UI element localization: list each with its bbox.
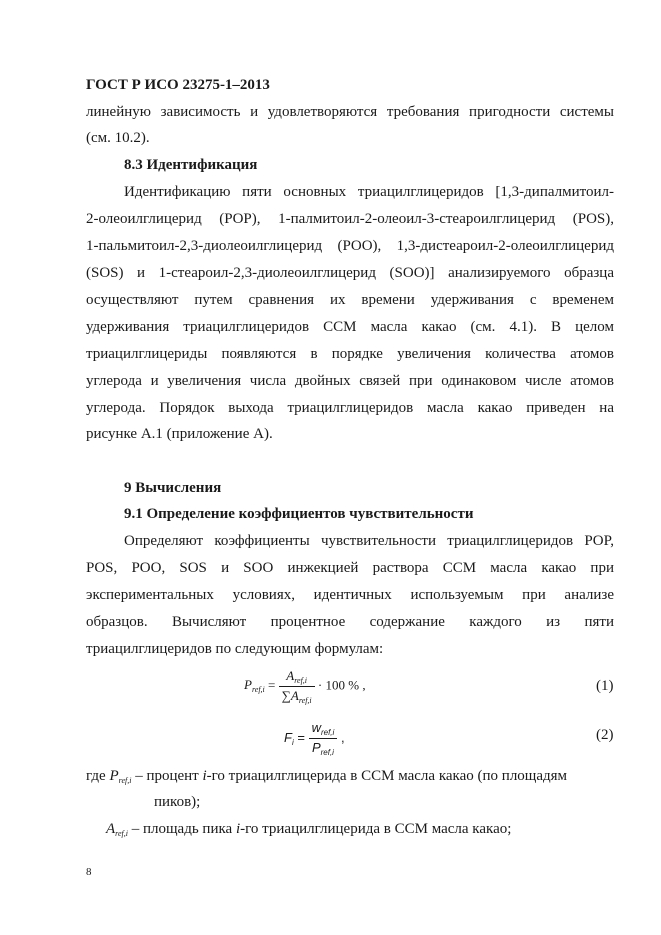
formula-2: $F_i$ = $\frac{w_{ref,i}}{P_{ref,i}}$ , [284,720,345,757]
text-line: углерода и увеличения числа двойных связей при одинаковом числе атомов [86,373,614,389]
text-line: Идентификацию пяти основных триацилглицеридов [1,3-дипалмитоил- [124,184,614,200]
formula-2-fraction: $\frac{w_{ref,i}}{P_{ref,i}}$ [309,720,338,757]
formula-2-number: (2) [596,727,614,743]
text-line: POS, POO, SOS и SOO инжекцией раствора ССМ масла какао при [86,560,614,576]
where-line-p-cont: пиков); [154,794,201,810]
formula-1-number: (1) [596,678,614,694]
formula-1-lhs: $P_{ref,i}$ [244,677,265,695]
text-line: (см. 10.2). [86,130,150,146]
text-line: 1-пальмитоил-2,3-диолеоилглицерид (POO), 1,3-дистеароил-2-олеоилглицерид [86,238,614,254]
text-line: рисунке А.1 (приложение А). [86,426,273,442]
text-line: триацилглицеридов по следующим формулам: [86,641,384,657]
section-heading: 9 Вычисления [124,480,222,496]
document-header: ГОСТ Р ИСО 23275-1–2013 [86,77,270,93]
text-line: линейную зависимость и удовлетворяются требования пригодности системы [86,104,614,120]
page-number: 8 [86,866,92,878]
where-line-p: где $P_{ref,i}$ – процент i-го триацилглицерида в ССМ масла какао (по площадям [86,768,568,785]
formula-1-fraction: $\frac{A_{ref,i}}{\sum A_{ref,i}}$ [279,668,315,705]
where-line-a: $A_{ref,i}$ – площадь пика i-го триацилглицерида в ССМ масла какао; [106,821,512,838]
text-line: Определяют коэффициенты чувствительности триацилглицеридов POP, [124,533,614,549]
formula-1: $P_{ref,i}$ = $\frac{A_{ref,i}}{\sum A_{ref,i}}$ · 100 % , [244,668,366,705]
text-line: углерода. Порядок выхода триацилглицеридов масла какао приведен на [86,400,614,416]
text-line: образцов. Вычисляют процентное содержание каждого из пяти [86,614,614,630]
text-line: триацилглицериды появляются в порядке увеличения количества атомов [86,346,614,362]
text-line: (SOS) и 1-стеароил-2,3-диолеоилглицерид (SOO)] анализируемого образца [86,265,614,281]
section-heading: 9.1 Определение коэффициентов чувствительности [124,506,474,522]
section-heading: 8.3 Идентификация [124,157,258,173]
text-line: экспериментальных условиях, идентичных используемым при анализе [86,587,614,603]
formula-2-lhs: $F_i$ [284,729,294,747]
text-line: удерживания триацилглицеридов ССМ масла какао (см. 4.1). В целом [86,319,614,335]
text-line: осуществляют путем сравнения их времени удерживания с временем [86,292,614,308]
text-line: 2-олеоилглицерид (POP), 1-палмитоил-2-олеоил-3-стеароилглицерид (POS), [86,211,614,227]
